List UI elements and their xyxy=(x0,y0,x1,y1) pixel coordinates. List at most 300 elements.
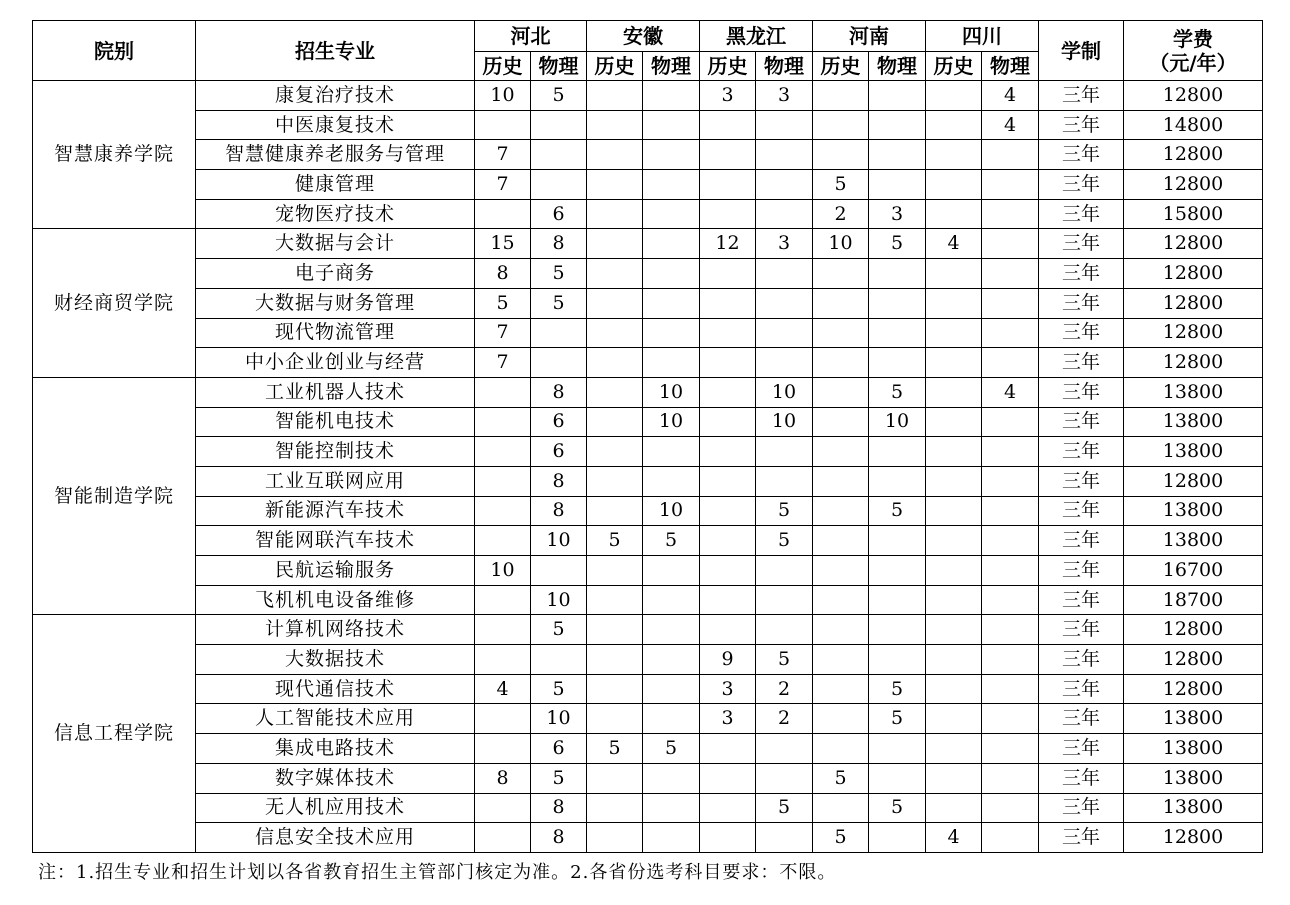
quota-cell xyxy=(587,466,643,496)
fee-cell: 13800 xyxy=(1124,704,1263,734)
duration-cell: 三年 xyxy=(1039,526,1124,556)
quota-cell xyxy=(926,496,982,526)
quota-cell xyxy=(643,704,700,734)
duration-cell: 三年 xyxy=(1039,229,1124,259)
quota-cell xyxy=(813,734,869,764)
quota-cell xyxy=(587,407,643,437)
table-row xyxy=(33,348,1263,378)
quota-cell: 5 xyxy=(869,377,926,407)
quota-cell xyxy=(982,437,1039,467)
duration-cell: 三年 xyxy=(1039,674,1124,704)
quota-cell: 10 xyxy=(756,377,813,407)
header-physics: 物理 xyxy=(531,52,587,81)
quota-cell: 5 xyxy=(531,674,587,704)
quota-cell: 7 xyxy=(475,318,531,348)
major-cell: 大数据与财务管理 xyxy=(196,288,475,318)
quota-cell xyxy=(982,615,1039,645)
quota-cell xyxy=(587,199,643,229)
major-cell: 计算机网络技术 xyxy=(196,615,475,645)
quota-cell xyxy=(926,437,982,467)
table-row xyxy=(33,556,1263,586)
quota-cell xyxy=(531,556,587,586)
quota-cell xyxy=(926,734,982,764)
quota-cell xyxy=(587,229,643,259)
quota-cell xyxy=(813,526,869,556)
quota-cell xyxy=(475,704,531,734)
college-cell: 信息工程学院 xyxy=(33,615,196,853)
quota-cell xyxy=(643,348,700,378)
fee-cell: 12800 xyxy=(1124,81,1263,111)
quota-cell xyxy=(643,140,700,170)
quota-cell xyxy=(869,734,926,764)
quota-cell xyxy=(756,110,813,140)
quota-cell xyxy=(587,348,643,378)
quota-cell: 5 xyxy=(869,674,926,704)
duration-cell: 三年 xyxy=(1039,704,1124,734)
quota-cell xyxy=(756,823,813,853)
quota-cell: 5 xyxy=(531,763,587,793)
quota-cell xyxy=(756,615,813,645)
quota-cell xyxy=(475,407,531,437)
quota-cell xyxy=(982,229,1039,259)
quota-cell xyxy=(869,823,926,853)
quota-cell: 7 xyxy=(475,348,531,378)
major-cell: 现代通信技术 xyxy=(196,674,475,704)
quota-cell xyxy=(643,615,700,645)
table-row xyxy=(33,318,1263,348)
fee-cell: 13800 xyxy=(1124,763,1263,793)
quota-cell xyxy=(982,674,1039,704)
quota-cell: 10 xyxy=(643,407,700,437)
quota-cell xyxy=(869,437,926,467)
duration-cell: 三年 xyxy=(1039,585,1124,615)
quota-cell: 6 xyxy=(531,407,587,437)
quota-cell: 5 xyxy=(531,259,587,289)
duration-cell: 三年 xyxy=(1039,437,1124,467)
quota-cell xyxy=(869,526,926,556)
quota-cell xyxy=(982,526,1039,556)
quota-cell xyxy=(700,348,756,378)
quota-cell xyxy=(926,674,982,704)
quota-cell: 8 xyxy=(531,229,587,259)
quota-cell xyxy=(643,645,700,675)
quota-cell xyxy=(643,110,700,140)
quota-cell xyxy=(531,348,587,378)
quota-cell: 6 xyxy=(531,734,587,764)
quota-cell: 5 xyxy=(756,526,813,556)
major-cell: 康复治疗技术 xyxy=(196,81,475,111)
quota-cell: 4 xyxy=(982,377,1039,407)
fee-cell: 12800 xyxy=(1124,645,1263,675)
quota-cell xyxy=(813,288,869,318)
quota-cell xyxy=(756,348,813,378)
quota-cell xyxy=(643,259,700,289)
quota-cell xyxy=(700,259,756,289)
quota-cell xyxy=(982,823,1039,853)
table-row xyxy=(33,199,1263,229)
quota-cell xyxy=(869,645,926,675)
quota-cell xyxy=(813,407,869,437)
duration-cell: 三年 xyxy=(1039,288,1124,318)
quota-cell: 10 xyxy=(813,229,869,259)
quota-cell xyxy=(587,377,643,407)
quota-cell xyxy=(643,199,700,229)
quota-cell xyxy=(643,318,700,348)
quota-cell: 8 xyxy=(531,823,587,853)
quota-cell: 5 xyxy=(531,288,587,318)
quota-cell: 15 xyxy=(475,229,531,259)
duration-cell: 三年 xyxy=(1039,407,1124,437)
quota-cell xyxy=(587,110,643,140)
table-row xyxy=(33,377,1263,407)
quota-cell xyxy=(475,526,531,556)
major-cell: 工业互联网应用 xyxy=(196,466,475,496)
table-row xyxy=(33,407,1263,437)
header-history: 历史 xyxy=(926,52,982,81)
quota-cell: 8 xyxy=(531,466,587,496)
table-row xyxy=(33,823,1263,853)
quota-cell xyxy=(700,199,756,229)
quota-cell: 12 xyxy=(700,229,756,259)
quota-cell xyxy=(926,585,982,615)
quota-cell xyxy=(926,199,982,229)
quota-cell xyxy=(813,81,869,111)
quota-cell xyxy=(475,615,531,645)
major-cell: 智能控制技术 xyxy=(196,437,475,467)
quota-cell xyxy=(700,170,756,200)
quota-cell xyxy=(869,585,926,615)
quota-cell xyxy=(756,763,813,793)
college-cell: 智能制造学院 xyxy=(33,377,196,615)
quota-cell xyxy=(869,615,926,645)
duration-cell: 三年 xyxy=(1039,496,1124,526)
header-province-anhui: 安徽 xyxy=(587,21,700,52)
quota-cell: 5 xyxy=(869,496,926,526)
quota-cell xyxy=(982,645,1039,675)
quota-cell xyxy=(756,437,813,467)
table-row xyxy=(33,437,1263,467)
quota-cell xyxy=(813,793,869,823)
quota-cell xyxy=(813,110,869,140)
quota-cell xyxy=(700,288,756,318)
quota-cell: 4 xyxy=(982,81,1039,111)
major-cell: 智能网联汽车技术 xyxy=(196,526,475,556)
quota-cell xyxy=(700,734,756,764)
quota-cell xyxy=(756,556,813,586)
quota-cell xyxy=(643,466,700,496)
table-row xyxy=(33,140,1263,170)
quota-cell xyxy=(982,170,1039,200)
header-history: 历史 xyxy=(587,52,643,81)
duration-cell: 三年 xyxy=(1039,259,1124,289)
quota-cell xyxy=(813,704,869,734)
major-cell: 数字媒体技术 xyxy=(196,763,475,793)
quota-cell xyxy=(813,556,869,586)
quota-cell xyxy=(926,526,982,556)
table-row xyxy=(33,793,1263,823)
table-row xyxy=(33,615,1263,645)
quota-cell xyxy=(926,140,982,170)
header-row-1 xyxy=(33,21,1263,52)
quota-cell xyxy=(587,823,643,853)
quota-cell: 10 xyxy=(643,496,700,526)
quota-cell: 10 xyxy=(643,377,700,407)
fee-cell: 12800 xyxy=(1124,823,1263,853)
quota-cell xyxy=(813,140,869,170)
quota-cell: 5 xyxy=(756,793,813,823)
quota-cell xyxy=(982,407,1039,437)
quota-cell xyxy=(700,466,756,496)
major-cell: 电子商务 xyxy=(196,259,475,289)
quota-cell: 3 xyxy=(756,81,813,111)
duration-cell: 三年 xyxy=(1039,110,1124,140)
major-cell: 宠物医疗技术 xyxy=(196,199,475,229)
quota-cell xyxy=(700,437,756,467)
header-duration: 学制 xyxy=(1039,21,1124,81)
quota-cell xyxy=(700,556,756,586)
quota-cell xyxy=(700,496,756,526)
quota-cell xyxy=(926,466,982,496)
quota-cell xyxy=(813,674,869,704)
table-row xyxy=(33,674,1263,704)
header-physics: 物理 xyxy=(982,52,1039,81)
major-cell: 集成电路技术 xyxy=(196,734,475,764)
quota-cell: 7 xyxy=(475,140,531,170)
header-college: 院别 xyxy=(33,21,196,81)
quota-cell: 5 xyxy=(813,823,869,853)
header-history: 历史 xyxy=(700,52,756,81)
quota-cell: 8 xyxy=(531,793,587,823)
quota-cell xyxy=(926,318,982,348)
fee-cell: 15800 xyxy=(1124,199,1263,229)
quota-cell xyxy=(869,140,926,170)
quota-cell: 4 xyxy=(926,229,982,259)
quota-cell xyxy=(982,585,1039,615)
quota-cell xyxy=(869,556,926,586)
quota-cell xyxy=(643,81,700,111)
quota-cell: 5 xyxy=(813,763,869,793)
quota-cell: 10 xyxy=(475,556,531,586)
quota-cell xyxy=(756,734,813,764)
fee-cell: 13800 xyxy=(1124,377,1263,407)
quota-cell xyxy=(756,585,813,615)
quota-cell xyxy=(982,793,1039,823)
header-major: 招生专业 xyxy=(196,21,475,81)
quota-cell xyxy=(982,288,1039,318)
college-cell: 财经商贸学院 xyxy=(33,229,196,377)
quota-cell xyxy=(700,793,756,823)
quota-cell xyxy=(869,348,926,378)
fee-cell: 12800 xyxy=(1124,466,1263,496)
header-province-henan: 河南 xyxy=(813,21,926,52)
quota-cell xyxy=(643,585,700,615)
quota-cell xyxy=(869,466,926,496)
quota-cell: 5 xyxy=(531,81,587,111)
quota-cell: 5 xyxy=(531,615,587,645)
quota-cell: 10 xyxy=(756,407,813,437)
header-province-heilongjiang: 黑龙江 xyxy=(700,21,813,52)
quota-cell xyxy=(643,170,700,200)
quota-cell: 3 xyxy=(869,199,926,229)
fee-cell: 13800 xyxy=(1124,734,1263,764)
quota-cell xyxy=(982,704,1039,734)
major-cell: 人工智能技术应用 xyxy=(196,704,475,734)
quota-cell xyxy=(869,318,926,348)
header-physics: 物理 xyxy=(756,52,813,81)
quota-cell xyxy=(756,170,813,200)
fee-cell: 12800 xyxy=(1124,170,1263,200)
header-province-sichuan: 四川 xyxy=(926,21,1039,52)
fee-cell: 13800 xyxy=(1124,437,1263,467)
quota-cell xyxy=(813,437,869,467)
duration-cell: 三年 xyxy=(1039,823,1124,853)
quota-cell xyxy=(531,318,587,348)
quota-cell xyxy=(756,318,813,348)
quota-cell xyxy=(813,496,869,526)
quota-cell: 10 xyxy=(531,704,587,734)
quota-cell xyxy=(531,140,587,170)
duration-cell: 三年 xyxy=(1039,556,1124,586)
fee-cell: 13800 xyxy=(1124,793,1263,823)
quota-cell xyxy=(587,556,643,586)
major-cell: 大数据技术 xyxy=(196,645,475,675)
duration-cell: 三年 xyxy=(1039,348,1124,378)
quota-cell xyxy=(926,81,982,111)
fee-cell: 12800 xyxy=(1124,288,1263,318)
quota-cell xyxy=(643,674,700,704)
header-fee-line2: （元/年） xyxy=(1149,50,1237,75)
quota-cell: 8 xyxy=(531,496,587,526)
table-body xyxy=(33,81,1263,853)
quota-cell xyxy=(475,496,531,526)
quota-cell xyxy=(869,170,926,200)
quota-cell: 8 xyxy=(475,763,531,793)
quota-cell: 5 xyxy=(869,704,926,734)
quota-cell xyxy=(587,585,643,615)
quota-cell xyxy=(587,793,643,823)
quota-cell: 8 xyxy=(475,259,531,289)
table-row xyxy=(33,585,1263,615)
quota-cell: 3 xyxy=(700,674,756,704)
quota-cell: 2 xyxy=(813,199,869,229)
quota-cell xyxy=(869,763,926,793)
major-cell: 中医康复技术 xyxy=(196,110,475,140)
major-cell: 智慧健康养老服务与管理 xyxy=(196,140,475,170)
quota-cell xyxy=(643,763,700,793)
quota-cell: 5 xyxy=(813,170,869,200)
quota-cell xyxy=(475,645,531,675)
fee-cell: 16700 xyxy=(1124,556,1263,586)
quota-cell xyxy=(926,645,982,675)
quota-cell xyxy=(587,496,643,526)
fee-cell: 13800 xyxy=(1124,496,1263,526)
quota-cell: 5 xyxy=(587,526,643,556)
quota-cell xyxy=(982,199,1039,229)
quota-cell xyxy=(643,793,700,823)
major-cell: 新能源汽车技术 xyxy=(196,496,475,526)
quota-cell xyxy=(869,81,926,111)
quota-cell xyxy=(475,793,531,823)
quota-cell xyxy=(982,348,1039,378)
table-row xyxy=(33,288,1263,318)
quota-cell xyxy=(475,377,531,407)
quota-cell xyxy=(475,466,531,496)
quota-cell xyxy=(756,199,813,229)
quota-cell xyxy=(587,259,643,289)
quota-cell xyxy=(926,763,982,793)
fee-cell: 12800 xyxy=(1124,318,1263,348)
table-row xyxy=(33,81,1263,111)
quota-cell xyxy=(587,763,643,793)
table-row xyxy=(33,110,1263,140)
quota-cell: 4 xyxy=(982,110,1039,140)
quota-cell xyxy=(813,259,869,289)
quota-cell xyxy=(700,407,756,437)
quota-cell xyxy=(587,140,643,170)
fee-cell: 18700 xyxy=(1124,585,1263,615)
quota-cell: 6 xyxy=(531,199,587,229)
fee-cell: 12800 xyxy=(1124,259,1263,289)
quota-cell xyxy=(982,556,1039,586)
quota-cell xyxy=(813,615,869,645)
quota-cell xyxy=(587,674,643,704)
quota-cell xyxy=(982,496,1039,526)
quota-cell xyxy=(926,288,982,318)
table-row xyxy=(33,259,1263,289)
quota-cell xyxy=(813,348,869,378)
quota-cell: 10 xyxy=(531,585,587,615)
quota-cell xyxy=(813,318,869,348)
quota-cell xyxy=(643,556,700,586)
duration-cell: 三年 xyxy=(1039,377,1124,407)
quota-cell xyxy=(700,763,756,793)
table-row xyxy=(33,645,1263,675)
quota-cell xyxy=(813,585,869,615)
quota-cell xyxy=(756,466,813,496)
quota-cell: 4 xyxy=(926,823,982,853)
quota-cell xyxy=(587,288,643,318)
duration-cell: 三年 xyxy=(1039,318,1124,348)
quota-cell xyxy=(587,645,643,675)
header-history: 历史 xyxy=(475,52,531,81)
duration-cell: 三年 xyxy=(1039,140,1124,170)
header-physics: 物理 xyxy=(643,52,700,81)
table-row xyxy=(33,704,1263,734)
quota-cell: 5 xyxy=(756,645,813,675)
quota-cell xyxy=(982,318,1039,348)
major-cell: 现代物流管理 xyxy=(196,318,475,348)
quota-cell xyxy=(531,645,587,675)
table-row xyxy=(33,229,1263,259)
quota-cell xyxy=(587,704,643,734)
quota-cell xyxy=(926,259,982,289)
quota-cell xyxy=(756,140,813,170)
college-cell: 智慧康养学院 xyxy=(33,81,196,229)
enrollment-plan-table xyxy=(32,20,1263,853)
quota-cell xyxy=(700,318,756,348)
major-cell: 无人机应用技术 xyxy=(196,793,475,823)
quota-cell xyxy=(587,615,643,645)
major-cell: 智能机电技术 xyxy=(196,407,475,437)
quota-cell: 3 xyxy=(700,704,756,734)
quota-cell xyxy=(475,734,531,764)
quota-cell: 10 xyxy=(869,407,926,437)
quota-cell xyxy=(869,110,926,140)
quota-cell: 10 xyxy=(475,81,531,111)
duration-cell: 三年 xyxy=(1039,170,1124,200)
major-cell: 健康管理 xyxy=(196,170,475,200)
quota-cell xyxy=(982,140,1039,170)
